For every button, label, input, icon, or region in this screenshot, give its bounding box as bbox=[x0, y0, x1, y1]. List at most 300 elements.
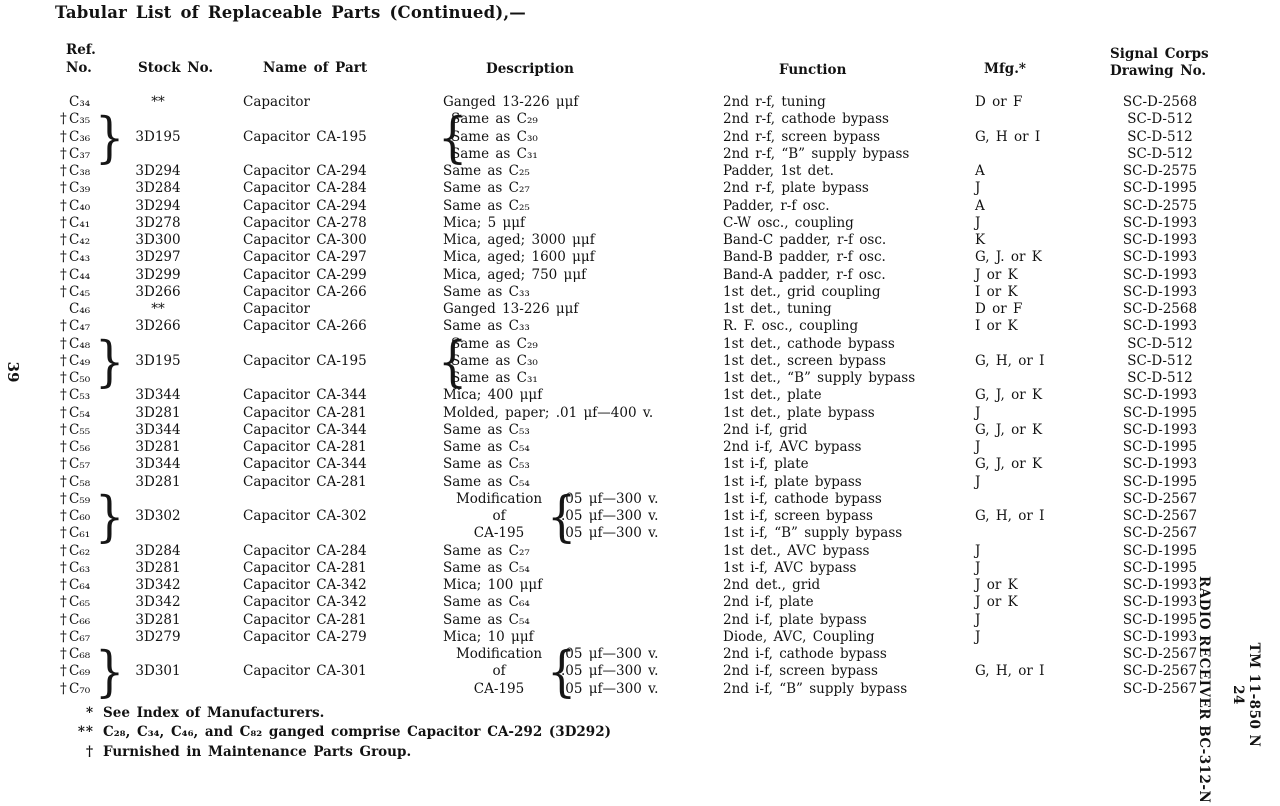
group-close-brace: } bbox=[95, 484, 125, 548]
dagger-mark: † bbox=[60, 663, 67, 680]
stock-no-cell bbox=[118, 146, 198, 163]
stock-no-cell bbox=[118, 111, 198, 128]
mfg-cell: K bbox=[975, 232, 986, 248]
ref-no-cell bbox=[58, 163, 118, 180]
drawing-no-cell: SC-D-512 bbox=[1127, 352, 1193, 369]
dagger-mark: † bbox=[60, 542, 67, 559]
description-cell bbox=[443, 612, 723, 629]
description-text: Same as C₆₄ bbox=[443, 594, 530, 611]
description-cell bbox=[443, 629, 723, 646]
part-name-cell: Capacitor CA-297 bbox=[243, 249, 367, 266]
stock-no-cell bbox=[118, 525, 198, 542]
description-cell bbox=[443, 387, 723, 404]
drawing-no-cell: SC-D-1995 bbox=[1122, 439, 1198, 455]
description-text: Same as C₅₄ bbox=[443, 473, 530, 490]
part-name-cell: Capacitor CA-342 bbox=[243, 594, 367, 611]
ref-no: C₄₃ bbox=[69, 249, 91, 266]
description-text: Mica, aged; 750 μμf bbox=[443, 266, 587, 283]
function-cell: 2nd r-f, tuning bbox=[723, 94, 826, 110]
part-name-cell: Capacitor bbox=[243, 94, 310, 110]
ref-no-cell bbox=[58, 249, 118, 266]
description-cell bbox=[443, 284, 723, 301]
drawing-no-cell: SC-D-2567 bbox=[1122, 663, 1198, 680]
description-cell bbox=[443, 405, 723, 422]
dagger-mark: † bbox=[60, 508, 67, 524]
function-cell: 1st det., plate bbox=[723, 387, 822, 404]
ref-no-cell bbox=[58, 267, 118, 284]
ref-no-cell bbox=[58, 370, 118, 387]
part-name-cell bbox=[198, 491, 443, 508]
mfg-cell: I or K bbox=[975, 318, 1018, 335]
drawing-no-cell: SC-D-2568 bbox=[1122, 301, 1198, 317]
stock-no-cell: 3D301 bbox=[135, 663, 181, 680]
dagger-mark: † bbox=[60, 473, 67, 490]
ref-no: C₄₆ bbox=[69, 301, 91, 317]
table-row bbox=[58, 491, 1215, 508]
drawing-no-cell: SC-D-2567 bbox=[1122, 508, 1198, 524]
part-name-cell: Capacitor CA-302 bbox=[243, 508, 367, 524]
stock-no-cell: 3D281 bbox=[135, 439, 181, 455]
mfg-cell: J bbox=[975, 404, 981, 421]
table-row bbox=[58, 612, 1215, 629]
header-ref-line2: No. bbox=[66, 60, 92, 76]
drawing-no-cell: SC-D-1995 bbox=[1122, 180, 1198, 197]
function-cell: Band-B padder, r-f osc. bbox=[723, 249, 886, 266]
mfg-cell: J or K bbox=[975, 266, 1018, 283]
table-row bbox=[58, 629, 1215, 646]
ref-no-cell bbox=[58, 456, 118, 473]
drawing-no-cell: SC-D-1993 bbox=[1122, 456, 1198, 473]
table-row bbox=[58, 215, 1215, 232]
drawing-no-cell: SC-D-1993 bbox=[1122, 387, 1198, 404]
part-name-cell: Capacitor CA-344 bbox=[243, 456, 367, 473]
stock-no-cell: 3D344 bbox=[135, 387, 181, 404]
stock-no-cell: 3D342 bbox=[135, 577, 181, 593]
description-text: Same as C₂₉ bbox=[451, 111, 538, 128]
ref-no-cell bbox=[58, 543, 118, 560]
drawing-no-cell: SC-D-1995 bbox=[1122, 559, 1198, 576]
drawing-no-cell: SC-D-1993 bbox=[1122, 283, 1198, 300]
ref-no: C₅₄ bbox=[69, 404, 91, 421]
dagger-mark: † bbox=[60, 456, 67, 473]
ref-no: C₆₈ bbox=[69, 646, 91, 662]
mfg-cell: A bbox=[975, 163, 985, 179]
description-text: of bbox=[492, 663, 506, 680]
part-name-cell bbox=[198, 146, 443, 163]
description-text: Mica, aged; 3000 μμf bbox=[443, 232, 595, 248]
table-row bbox=[58, 267, 1215, 284]
function-cell: 2nd det., grid bbox=[723, 577, 821, 593]
mfg-cell: J bbox=[975, 180, 981, 197]
dagger-mark bbox=[60, 301, 69, 318]
description-text: Same as C₂₅ bbox=[443, 197, 530, 214]
drawing-no-cell: SC-D-512 bbox=[1127, 128, 1193, 145]
description-value: .05 μf—300 v. bbox=[561, 680, 659, 697]
ref-no-cell bbox=[58, 681, 118, 698]
description-text: Same as C₅₃ bbox=[443, 456, 530, 473]
ref-no-cell bbox=[58, 146, 118, 163]
description-cell bbox=[443, 560, 723, 577]
ref-no: C₅₃ bbox=[69, 387, 91, 404]
part-name-cell: Capacitor CA-344 bbox=[243, 421, 367, 438]
mfg-cell: J bbox=[975, 611, 981, 628]
description-cell bbox=[443, 577, 723, 594]
stock-no-cell: 3D278 bbox=[135, 214, 181, 231]
function-cell: 1st i-f, AVC bypass bbox=[723, 559, 857, 576]
part-name-cell: Capacitor CA-195 bbox=[243, 352, 367, 369]
stock-no-cell: ** bbox=[151, 94, 165, 110]
dagger-mark: † bbox=[60, 370, 67, 386]
description-cell bbox=[443, 318, 723, 335]
mfg-cell: G, H, or I bbox=[975, 352, 1045, 369]
function-cell: Band-C padder, r-f osc. bbox=[723, 232, 887, 248]
drawing-no-cell: SC-D-2575 bbox=[1122, 197, 1198, 214]
dagger-mark: † bbox=[60, 180, 67, 197]
description-text: Same as C₃₀ bbox=[451, 352, 538, 369]
mfg-cell: A bbox=[975, 197, 985, 214]
mfg-cell: J bbox=[975, 214, 981, 231]
description-cell bbox=[443, 94, 723, 111]
ref-no: C₆₁ bbox=[69, 525, 91, 542]
description-cell bbox=[443, 249, 723, 266]
function-cell: 1st i-f, plate bbox=[723, 456, 809, 473]
description-cell bbox=[443, 474, 723, 491]
dagger-mark: † bbox=[60, 680, 67, 697]
table-row bbox=[58, 543, 1215, 560]
header-ref-line1: Ref. bbox=[66, 42, 96, 58]
description-text: Same as C₂₇ bbox=[443, 180, 530, 197]
description-value: .05 μf—300 v. bbox=[561, 508, 659, 524]
description-value: .05 μf—300 v. bbox=[561, 663, 659, 680]
description-value: .05 μf—300 v. bbox=[561, 525, 659, 542]
mfg-cell bbox=[975, 646, 1105, 663]
part-name-cell: Capacitor CA-299 bbox=[243, 266, 367, 283]
footnote-text: C₂₈, C₃₄, C₄₆, and C₈₂ ganged comprise Capacitor CA-292 (3D292) bbox=[103, 724, 611, 741]
drawing-no-cell: SC-D-1993 bbox=[1122, 577, 1198, 593]
table-row bbox=[58, 646, 1215, 663]
ref-no: C₆₂ bbox=[69, 542, 91, 559]
description-text: Same as C₅₄ bbox=[443, 559, 530, 576]
mfg-cell: J bbox=[975, 473, 981, 490]
function-cell: 1st det., cathode bypass bbox=[723, 335, 895, 352]
dagger-mark: † bbox=[60, 525, 67, 542]
stock-no-cell bbox=[118, 336, 198, 353]
mfg-cell bbox=[975, 111, 1105, 128]
part-name-cell: Capacitor CA-281 bbox=[243, 611, 367, 628]
ref-no-cell bbox=[58, 284, 118, 301]
function-cell: 1st det., “B” supply bypass bbox=[723, 370, 916, 386]
ref-no: C₅₆ bbox=[69, 439, 91, 455]
mfg-cell bbox=[975, 336, 1105, 353]
description-cell bbox=[443, 681, 723, 698]
description-text: Ganged 13-226 μμf bbox=[443, 94, 579, 110]
dagger-mark: † bbox=[60, 421, 67, 438]
ref-no: C₄₁ bbox=[69, 214, 91, 231]
dagger-mark: † bbox=[60, 577, 67, 593]
dagger-mark: † bbox=[60, 163, 67, 179]
mfg-cell: G, J, or K bbox=[975, 421, 1043, 438]
function-cell: 2nd i-f, cathode bypass bbox=[723, 646, 887, 662]
footnote-text: See Index of Manufacturers. bbox=[103, 705, 325, 721]
table-row bbox=[58, 318, 1215, 335]
dagger-mark: † bbox=[60, 387, 67, 404]
drawing-no-cell: SC-D-1993 bbox=[1122, 318, 1198, 335]
ref-no: C₆₄ bbox=[69, 577, 91, 593]
part-name-cell: Capacitor CA-281 bbox=[243, 559, 367, 576]
description-text: Same as C₃₁ bbox=[451, 370, 538, 386]
stock-no-cell: 3D281 bbox=[135, 473, 181, 490]
part-name-cell: Capacitor CA-300 bbox=[243, 232, 367, 248]
function-cell: 2nd i-f, “B” supply bypass bbox=[723, 680, 908, 697]
ref-no-cell bbox=[58, 560, 118, 577]
ref-no: C₅₉ bbox=[69, 490, 91, 507]
drawing-no-cell: SC-D-512 bbox=[1127, 111, 1193, 128]
table-row bbox=[58, 284, 1215, 301]
drawing-no-cell: SC-D-512 bbox=[1127, 335, 1193, 352]
part-name-cell bbox=[198, 646, 443, 663]
table-row bbox=[58, 474, 1215, 491]
stock-no-cell: 3D342 bbox=[135, 594, 181, 611]
stock-no-cell bbox=[118, 370, 198, 387]
mfg-cell: J bbox=[975, 542, 981, 559]
description-text: Modification bbox=[455, 490, 543, 507]
function-cell: C-W osc., coupling bbox=[723, 214, 854, 231]
ref-no-cell bbox=[58, 439, 118, 456]
ref-no-cell bbox=[58, 422, 118, 439]
dagger-mark: † bbox=[60, 266, 67, 283]
ref-no: C₇₀ bbox=[69, 680, 91, 697]
drawing-no-cell: SC-D-512 bbox=[1127, 370, 1193, 386]
table-row bbox=[58, 525, 1215, 542]
group-close-brace: } bbox=[95, 104, 125, 169]
part-name-cell bbox=[198, 370, 443, 387]
receiver-title: RADIO RECEIVER BC-312-N bbox=[1196, 576, 1212, 804]
ref-no: C₄₄ bbox=[69, 266, 91, 283]
part-name-cell: Capacitor CA-294 bbox=[243, 163, 367, 179]
description-text: Same as C₂₉ bbox=[451, 335, 538, 352]
description-text: Mica; 100 μμf bbox=[443, 577, 543, 593]
dagger-mark: † bbox=[60, 197, 67, 214]
mfg-cell: G, H, or I bbox=[975, 508, 1045, 524]
group-close-brace: } bbox=[95, 639, 125, 704]
table-row bbox=[58, 577, 1215, 594]
description-cell bbox=[443, 301, 723, 318]
asterisk-marker: * bbox=[85, 705, 94, 721]
stock-no-cell bbox=[118, 646, 198, 663]
stock-no-cell: 3D344 bbox=[135, 456, 181, 473]
part-name-cell: Capacitor CA-301 bbox=[243, 663, 367, 680]
stock-no-cell: 3D294 bbox=[135, 197, 181, 214]
dagger-mark: † bbox=[60, 404, 67, 421]
dagger-mark: † bbox=[60, 594, 67, 611]
mfg-cell bbox=[975, 146, 1105, 163]
ref-no: C₅₀ bbox=[69, 370, 91, 386]
ref-no-cell bbox=[58, 180, 118, 197]
description-cell bbox=[443, 594, 723, 611]
mfg-cell bbox=[975, 525, 1105, 542]
dagger-mark: † bbox=[60, 628, 67, 645]
function-cell: 1st det., plate bypass bbox=[723, 404, 875, 421]
dagger-mark: † bbox=[60, 611, 67, 628]
part-name-cell: Capacitor CA-281 bbox=[243, 404, 367, 421]
part-name-cell: Capacitor CA-266 bbox=[243, 318, 367, 335]
function-cell: Band-A padder, r-f osc. bbox=[723, 266, 886, 283]
description-text: CA-195 bbox=[473, 525, 525, 542]
table-row bbox=[58, 336, 1215, 353]
drawing-no-cell: SC-D-1993 bbox=[1122, 594, 1198, 611]
table-row bbox=[58, 146, 1215, 163]
description-text: Modification bbox=[455, 646, 543, 662]
ref-no: C₆₃ bbox=[69, 559, 91, 576]
description-cell bbox=[443, 543, 723, 560]
ref-no: C₃₉ bbox=[69, 180, 91, 197]
mfg-cell: J bbox=[975, 439, 981, 455]
table-row bbox=[58, 94, 1215, 111]
description-cell bbox=[443, 646, 723, 663]
dagger-mark: † bbox=[60, 335, 67, 352]
description-value: .05 μf—300 v. bbox=[561, 490, 659, 507]
stock-no-cell: 3D281 bbox=[135, 404, 181, 421]
ref-no-cell bbox=[58, 405, 118, 422]
ref-no-cell bbox=[58, 232, 118, 249]
dagger-mark: † bbox=[60, 646, 67, 662]
description-text: Mica; 5 μμf bbox=[443, 214, 526, 231]
ref-no: C₄₇ bbox=[69, 318, 91, 335]
dagger-mark: † bbox=[60, 559, 67, 576]
drawing-no-cell: SC-D-1993 bbox=[1122, 214, 1198, 231]
part-name-cell: Capacitor CA-294 bbox=[243, 197, 367, 214]
function-cell: 2nd i-f, grid bbox=[723, 421, 808, 438]
ref-no-cell bbox=[58, 198, 118, 215]
table-row bbox=[58, 681, 1215, 698]
table-row bbox=[58, 232, 1215, 249]
mfg-cell: G, J, or K bbox=[975, 456, 1043, 473]
description-text: Mica; 10 μμf bbox=[443, 628, 534, 645]
description-cell bbox=[443, 111, 723, 128]
part-name-cell: Capacitor CA-195 bbox=[243, 128, 367, 145]
description-open-brace: { bbox=[438, 328, 468, 393]
description-cell bbox=[443, 456, 723, 473]
function-cell: R. F. osc., coupling bbox=[723, 318, 859, 335]
description-text: Same as C₅₃ bbox=[443, 421, 530, 438]
table-row bbox=[58, 249, 1215, 266]
stock-no-cell: 3D195 bbox=[135, 128, 181, 145]
dagger-mark: † bbox=[60, 490, 67, 507]
stock-no-cell: ** bbox=[151, 301, 165, 317]
function-cell: 1st i-f, cathode bypass bbox=[723, 490, 882, 507]
ref-no: C₃₅ bbox=[69, 111, 91, 128]
mfg-cell bbox=[975, 491, 1105, 508]
description-cell bbox=[443, 525, 723, 542]
function-cell: 2nd i-f, plate bypass bbox=[723, 611, 867, 628]
description-cell bbox=[443, 370, 723, 387]
table-row bbox=[58, 111, 1215, 128]
ref-no: C₄₂ bbox=[69, 232, 91, 248]
stock-no-cell: 3D294 bbox=[135, 163, 181, 179]
dagger-mark: † bbox=[60, 232, 67, 248]
function-cell: Padder, r-f osc. bbox=[723, 197, 830, 214]
dagger-mark: † bbox=[60, 283, 67, 300]
header-drawing-line2: Drawing No. bbox=[1110, 63, 1207, 79]
table-row bbox=[58, 405, 1215, 422]
description-text: Same as C₃₀ bbox=[451, 128, 538, 145]
drawing-no-cell: SC-D-1995 bbox=[1122, 404, 1198, 421]
description-text: Molded, paper; .01 μf—400 v. bbox=[443, 404, 654, 421]
ref-no-cell bbox=[58, 525, 118, 542]
ref-no: C₄₉ bbox=[69, 352, 91, 369]
ref-no-cell bbox=[58, 594, 118, 611]
dagger-mark: † bbox=[60, 439, 67, 455]
function-cell: 1st det., tuning bbox=[723, 301, 832, 317]
drawing-no-cell: SC-D-1993 bbox=[1122, 232, 1198, 248]
part-name-cell bbox=[198, 525, 443, 542]
part-name-cell: Capacitor CA-266 bbox=[243, 283, 367, 300]
page-number-right-margin: 24 bbox=[1230, 685, 1246, 705]
description-cell bbox=[443, 198, 723, 215]
footnote-text: Furnished in Maintenance Parts Group. bbox=[103, 743, 412, 760]
ref-no: C₄₀ bbox=[69, 197, 91, 214]
function-cell: 1st i-f, screen bypass bbox=[723, 508, 873, 524]
mfg-cell: I or K bbox=[975, 283, 1018, 300]
ref-no: C₃₇ bbox=[69, 145, 91, 162]
function-cell: Padder, 1st det. bbox=[723, 163, 834, 179]
header-drawing-line1: Signal Corps bbox=[1110, 46, 1209, 62]
mfg-cell: G, J, or K bbox=[975, 387, 1043, 404]
mfg-cell: D or F bbox=[975, 301, 1023, 317]
description-cell bbox=[443, 215, 723, 232]
function-cell: 1st det., grid coupling bbox=[723, 283, 881, 300]
ref-no: C₅₅ bbox=[69, 421, 91, 438]
footnote-ganged-capacitors bbox=[58, 723, 611, 742]
mfg-cell: J bbox=[975, 559, 981, 576]
description-cell bbox=[443, 336, 723, 353]
drawing-no-cell: SC-D-2567 bbox=[1122, 490, 1198, 507]
values-open-brace: { bbox=[547, 484, 577, 548]
stock-no-cell: 3D281 bbox=[135, 611, 181, 628]
description-text: Same as C₅₄ bbox=[443, 611, 530, 628]
description-cell bbox=[443, 146, 723, 163]
stock-no-cell: 3D281 bbox=[135, 559, 181, 576]
table-row bbox=[58, 439, 1215, 456]
drawing-no-cell: SC-D-2568 bbox=[1122, 94, 1198, 110]
mfg-cell: G, J. or K bbox=[975, 249, 1042, 266]
ref-no-cell bbox=[58, 387, 118, 404]
description-cell bbox=[443, 491, 723, 508]
header-part-name: Name of Part bbox=[263, 60, 368, 76]
header-mfg: Mfg.* bbox=[984, 61, 1026, 77]
mfg-cell bbox=[975, 370, 1105, 387]
part-name-cell: Capacitor CA-344 bbox=[243, 387, 367, 404]
header-function: Function bbox=[779, 62, 847, 78]
page-title: Tabular List of Replaceable Parts (Continued),— bbox=[55, 3, 526, 22]
description-open-brace: { bbox=[438, 104, 468, 169]
description-text: Same as C₃₃ bbox=[443, 318, 530, 335]
mfg-cell: G, H or I bbox=[975, 128, 1041, 145]
ref-no: C₆₅ bbox=[69, 594, 91, 611]
function-cell: 2nd i-f, screen bypass bbox=[723, 663, 878, 680]
stock-no-cell bbox=[118, 491, 198, 508]
tm-number: TM 11-850 N bbox=[1246, 642, 1262, 748]
dagger-mark: † bbox=[60, 214, 67, 231]
function-cell: 1st i-f, “B” supply bypass bbox=[723, 525, 903, 542]
table-row bbox=[58, 422, 1215, 439]
drawing-no-cell: SC-D-512 bbox=[1127, 145, 1193, 162]
part-name-cell: Capacitor CA-281 bbox=[243, 439, 367, 455]
description-text: Mica; 400 μμf bbox=[443, 387, 543, 404]
stock-no-cell: 3D284 bbox=[135, 180, 181, 197]
function-cell: Diode, AVC, Coupling bbox=[723, 628, 875, 645]
ref-no: C₅₇ bbox=[69, 456, 91, 473]
